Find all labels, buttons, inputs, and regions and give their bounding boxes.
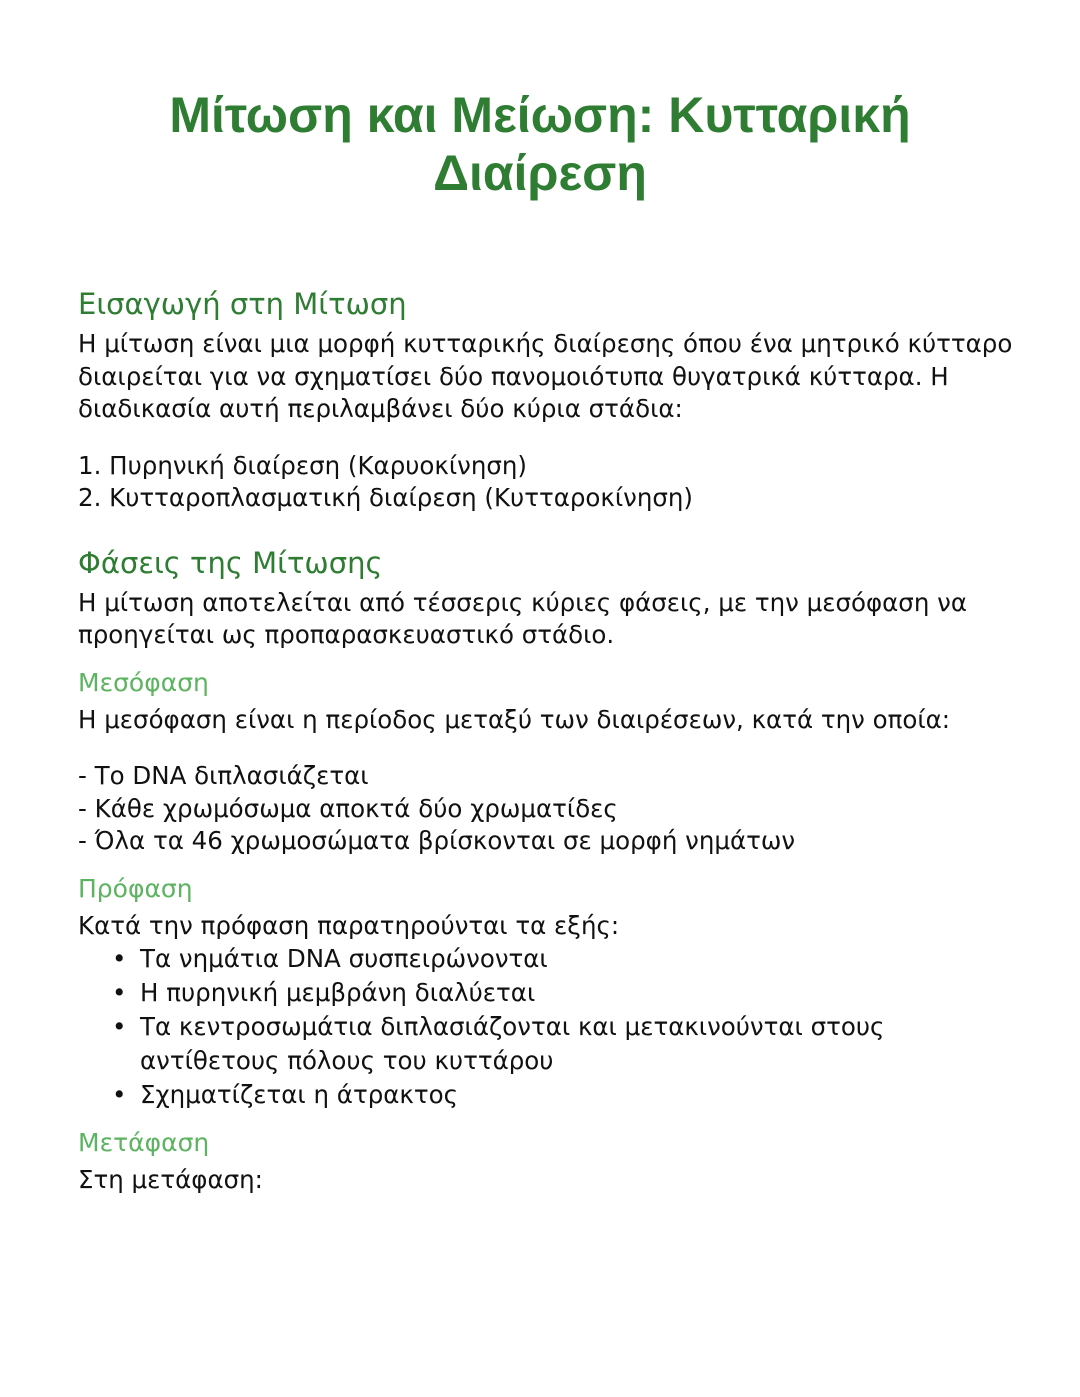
phases-paragraph: Η μίτωση αποτελείται από τέσσερις κύριες φάσεις, με την μεσόφαση να προηγείται ως προπαρασκευαστικό στάδιο. — [78, 587, 967, 649]
interphase-paragraph: Η μεσόφαση είναι η περίοδος μεταξύ των διαιρέσεων, κατά την οποία: — [78, 704, 951, 734]
intro-stage-item: 1. Πυρηνική διαίρεση (Καρυοκίνηση) — [78, 450, 527, 480]
intro-paragraph: Η μίτωση είναι μια μορφή κυτταρικής διαίρεσης όπου ένα μητρικό κύτταρο διαιρείται για να σχηματίσει δύο πανομοιότυπα θυγατρικά κύτταρα. Η διαδικασία αυτή περιλαμβάνει δύο κύρια στάδια: — [78, 329, 1013, 423]
subsection-heading-metaphase: Μετάφαση — [78, 1128, 210, 1157]
document-body — [78, 280, 1018, 1197]
interphase-list-item: - Όλα τα 46 χρωμοσώματα βρίσκονται σε μορφή νημάτων — [78, 826, 796, 855]
subsection-heading-interphase: Μεσόφαση — [78, 667, 209, 697]
prophase-bullet-item: • Σχηματίζεται η άτρακτος — [140, 1078, 1018, 1112]
prophase-bullet-item: • Τα νημάτια DNA συσπειρώνονται — [140, 942, 1018, 976]
subsection-heading-prophase: Πρόφαση — [78, 873, 193, 903]
prophase-bullet-list — [78, 942, 1018, 1112]
metaphase-paragraph: Στη μετάφαση: — [78, 1165, 263, 1194]
interphase-list-item: - Το DNA διπλασιάζεται — [78, 761, 369, 790]
prophase-paragraph: Κατά την πρόφαση παρατηρούνται τα εξής: — [78, 910, 620, 940]
section-heading-intro: Εισαγωγή στη Μίτωση — [78, 287, 407, 321]
section-heading-phases: Φάσεις της Μίτωσης — [78, 545, 383, 580]
document-title: Μίτωση και Μείωση: Κυτταρική Διαίρεση — [169, 87, 911, 201]
intro-stage-item: 2. Κυτταροπλασματική διαίρεση (Κυτταροκίνηση) — [78, 483, 693, 512]
prophase-bullet-item: • Η πυρηνική μεμβράνη διαλύεται — [140, 976, 1018, 1010]
interphase-list-item: - Κάθε χρωμόσωμα αποκτά δύο χρωματίδες — [78, 793, 618, 823]
prophase-bullet-item: • Τα κεντροσωμάτια διπλασιάζονται και μετακινούνται στους αντίθετους πόλους του κυττάρου — [140, 1010, 1018, 1078]
